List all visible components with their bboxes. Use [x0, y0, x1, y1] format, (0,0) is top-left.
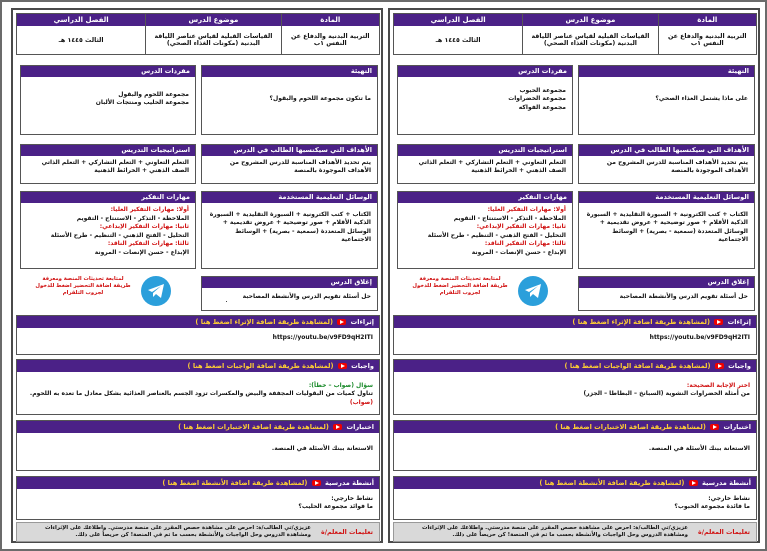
- homework-box: [393, 359, 757, 415]
- aids-text: الكتاب + كتب الكترونية + السبورة التقليدية + السبورة الذكية الأقلام + صور توضيحية + عروض تقديمية + الوسائل المتعددة (سمعية - بصرية) + الوسائط الاجتماعية: [209, 211, 371, 244]
- aids-heading: الوسائل التعليمية المستخدمة: [579, 192, 754, 203]
- thinking-text-2: التحليل - الفتح الذهني - التنظيم - طرح الأسئلة: [427, 231, 566, 239]
- telegram-icon[interactable]: [518, 276, 548, 306]
- lesson-plan-page-right: [388, 8, 760, 543]
- activity-label: أنشطة مدرسية: [324, 479, 374, 487]
- topic-label: موضوع الدرس: [146, 14, 280, 26]
- objectives-heading: الأهداف التي سيكتسبها الطالب في الدرس: [579, 145, 754, 156]
- thinking-heading: مهارات التفكير: [398, 192, 572, 203]
- closure-box: [578, 276, 755, 311]
- strategies-box: [397, 144, 573, 184]
- thinking-title-3: ثالثا: مهارات التفكير الناقد:: [107, 240, 189, 248]
- homework-heading: [394, 360, 756, 372]
- youtube-icon[interactable]: [710, 424, 719, 430]
- tests-label: اختبارات: [723, 423, 751, 431]
- intro-text: ما تتكون مجموعة اللحوم والبقول؟: [269, 95, 371, 102]
- subject-value: التربية البدنية والدفاع عن النفس ١ب: [667, 33, 747, 47]
- vocab-item: مجموعة الخضراوات: [508, 95, 566, 103]
- thinking-heading: مهارات التفكير: [21, 192, 195, 203]
- activity-label: أنشطة مدرسية: [701, 479, 751, 487]
- activity-heading: [17, 477, 379, 489]
- activity-text: ما فوائد مجموعة الحليب؟: [298, 503, 373, 511]
- vocab-box: [397, 65, 573, 135]
- activity-body: [17, 489, 379, 515]
- enrichment-heading: [17, 316, 379, 328]
- closure-heading: إغلاق الدرس: [202, 277, 377, 288]
- tests-box: [393, 420, 757, 471]
- intro-heading: التهيئة: [202, 66, 377, 77]
- topic-value: القياسات القبلية لقياس عناصر اللياقة البدنية (مكونات الغذاء الصحي): [154, 33, 273, 47]
- strategies-text: التعلم التعاوني + التعلم التشاركي + التعلم الذاتي الصف الذهني + الخرائط الذهنية: [41, 159, 189, 175]
- youtube-icon[interactable]: [689, 480, 698, 486]
- tests-heading: [394, 421, 756, 433]
- activity-title: نشاط خارجي:: [331, 495, 373, 502]
- closure-text: حل أسئلة تقويم الدرس والأنشطة المصاحبة: [619, 293, 748, 300]
- objectives-box: [578, 144, 755, 184]
- term-value: الثالث ١٤٤٥ هـ: [58, 36, 104, 44]
- thinking-text-1: الملاحظة - التذكر - الاستنتاج - التقويم: [76, 214, 189, 222]
- thinking-text-3: الإبداع - حسن الإنصات - المرونة: [94, 248, 189, 256]
- vocab-box: [20, 65, 196, 135]
- vocab-heading: مفردات الدرس: [398, 66, 572, 77]
- thinking-box: [20, 191, 196, 269]
- objectives-box: [201, 144, 378, 184]
- subject-label: المادة: [282, 14, 379, 26]
- homework-label: واجبات: [351, 362, 374, 370]
- term-column: [17, 14, 145, 54]
- enrichment-label: إثراءات: [727, 318, 751, 326]
- subject-label: المادة: [659, 14, 756, 26]
- activity-title: نشاط خارجي:: [708, 495, 750, 502]
- homework-label: واجبات: [728, 362, 751, 370]
- thinking-title-2: ثانيا: مهارات التفكير الإبداعي:: [99, 223, 189, 231]
- teacher-notes-label: تعليمات المعلم/ة: [321, 528, 373, 536]
- topic-column: [145, 14, 280, 54]
- intro-box: [201, 65, 378, 135]
- tests-text: الاستعانة ببنك الأسئلة في المنصة.: [271, 445, 373, 452]
- intro-text: على ماذا يشتمل الغذاء الصحي؟: [655, 95, 748, 102]
- thinking-title-3: ثالثا: مهارات التفكير الناقد:: [484, 240, 566, 248]
- activity-box: [16, 476, 380, 520]
- objectives-text: يتم تحديد الأهداف المناسبة للدرس المشروح من الأهداف الموجودة بالمنصة: [606, 159, 748, 175]
- vocab-heading: مفردات الدرس: [21, 66, 195, 77]
- youtube-icon[interactable]: [337, 319, 346, 325]
- intro-heading: التهيئة: [579, 66, 754, 77]
- enrichment-heading: [394, 316, 756, 328]
- homework-question: [400, 390, 750, 398]
- lesson-plan-page-left: [11, 8, 383, 543]
- topic-label: موضوع الدرس: [523, 14, 657, 26]
- teacher-notes-text: عزيزي/تي الطالب/ة: احرص على مشاهدة حصص المقرر على منصة مدرستي. واطلاعك على الإثراءات ومشاهدة الدروس وحل الواجبات والأنشطة بحسب ما تم في المنصة! كن حريصاً على ذلك.: [45, 525, 311, 538]
- youtube-icon[interactable]: [714, 319, 723, 325]
- subject-column: [658, 14, 756, 54]
- thinking-body: [21, 203, 195, 261]
- closure-heading: إغلاق الدرس: [579, 277, 754, 288]
- homework-question-text: من أمثلة الخضراوات النشوية (السبانخ – البطاطا – الجزر): [583, 390, 750, 398]
- stray-dot: [226, 301, 227, 302]
- homework-body: [394, 372, 756, 402]
- teacher-notes-label: تعليمات المعلم/ة: [698, 528, 750, 536]
- strategies-heading: استراتيجيات التدريس: [398, 145, 572, 156]
- thinking-body: [398, 203, 572, 261]
- strategies-box: [20, 144, 196, 184]
- telegram-icon[interactable]: [141, 276, 171, 306]
- homework-heading: [17, 360, 379, 372]
- header-table: [16, 13, 380, 55]
- tests-heading: [17, 421, 379, 433]
- tests-label: اختبارات: [346, 423, 374, 431]
- tests-link[interactable]: (لمشاهدة طريقة اضافة الاختبارات اضغط هنا ): [555, 423, 706, 431]
- enrichment-box: [16, 315, 380, 355]
- activity-text: ما فائدة مجموعة الحبوب؟: [674, 503, 750, 511]
- header-table: [393, 13, 757, 55]
- term-column: [394, 14, 522, 54]
- thinking-title-1: أولا: مهارات التفكير العليا:: [110, 206, 189, 213]
- topic-column: [522, 14, 657, 54]
- tests-link[interactable]: (لمشاهدة طريقة اضافة الاختبارات اضغط هنا ): [178, 423, 329, 431]
- teacher-notes: [393, 522, 757, 542]
- enrichment-link[interactable]: (لمشاهدة طريقة اضافة الإثراء اضغط هنا ): [572, 318, 711, 326]
- objectives-heading: الأهداف التي سيكتسبها الطالب في الدرس: [202, 145, 377, 156]
- homework-box: [16, 359, 380, 415]
- activity-link[interactable]: (لمشاهدة طريقة اضافة الأنشطة اضغط هنا ): [162, 479, 308, 487]
- homework-answer: (صواب): [349, 398, 373, 406]
- tests-box: [16, 420, 380, 471]
- activity-link[interactable]: (لمشاهدة طريقة اضافة الأنشطة اضغط هنا ): [539, 479, 685, 487]
- enrichment-link[interactable]: (لمشاهدة طريقة اضافة الإثراء اضغط هنا ): [195, 318, 334, 326]
- term-value: الثالث ١٤٤٥ هـ: [435, 36, 481, 44]
- term-label: الفصل الدراسي: [17, 14, 145, 26]
- enrichment-url[interactable]: https://youtu.be/v9FD9qH2ITI: [649, 334, 750, 341]
- youtube-icon[interactable]: [715, 363, 724, 369]
- homework-question-label: سؤال (صواب – خطأ):: [308, 382, 373, 389]
- subject-value: التربية البدنية والدفاع عن النفس ١ب: [290, 33, 370, 47]
- closure-box: [201, 276, 378, 311]
- youtube-icon[interactable]: [312, 480, 321, 486]
- thinking-text-3: الإبداع - حسن الإنصات - المرونة: [471, 248, 566, 256]
- vocab-item: مجموعة الحليب ومنتجات الألبان: [95, 99, 189, 107]
- term-label: الفصل الدراسي: [394, 14, 522, 26]
- aids-text: الكتاب + كتب الكترونية + السبورة التقليدية + السبورة الذكية الأقلام + صور توضيحية + عروض تقديمية + الوسائل المتعددة (سمعية - بصرية) + الوسائط الاجتماعية: [586, 211, 748, 244]
- closure-text: حل أسئلة تقويم الدرس والأنشطة المصاحبة: [242, 293, 371, 300]
- vocab-list: [21, 77, 195, 111]
- thinking-title-2: ثانيا: مهارات التفكير الإبداعي:: [476, 223, 566, 231]
- activity-box: [393, 476, 757, 520]
- thinking-box: [397, 191, 573, 269]
- youtube-icon[interactable]: [338, 363, 347, 369]
- homework-question-text: تناول كميات من البقوليات المجففة والبيض والمكسرات تزود الجسم بالعناصر الغذائية بشكل معادل ما تعده به اللحوم.: [29, 390, 373, 398]
- aids-box: [578, 191, 755, 269]
- teacher-notes-text: عزيزي/تي الطالب/ة: احرص على مشاهدة حصص المقرر على منصة مدرستي. واطلاعك على الإثراءات ومشاهدة الدروس وحل الواجبات والأنشطة بحسب ما تم في المنصة! كن حريصاً على ذلك.: [422, 525, 688, 538]
- strategies-heading: استراتيجيات التدريس: [21, 145, 195, 156]
- homework-link[interactable]: (لمشاهدة طريقة اضافة الواجبات اضغط هنا ): [187, 362, 334, 370]
- topic-value: القياسات القبلية لقياس عناصر اللياقة البدنية (مكونات الغذاء الصحي): [531, 33, 650, 47]
- aids-box: [201, 191, 378, 269]
- enrichment-label: إثراءات: [350, 318, 374, 326]
- vocab-list: [398, 77, 572, 115]
- activity-heading: [394, 477, 756, 489]
- objectives-text: يتم تحديد الأهداف المناسبة للدرس المشروح من الأهداف الموجودة بالمنصة: [229, 159, 371, 175]
- youtube-icon[interactable]: [333, 424, 342, 430]
- vocab-item: مجموعة الفواكه: [518, 103, 566, 111]
- vocab-item: مجموعة اللحوم والبقول: [118, 91, 189, 98]
- enrichment-url[interactable]: https://youtu.be/v9FD9qH2ITI: [272, 334, 373, 341]
- tests-text: الاستعانة ببنك الأسئلة في المنصة.: [648, 445, 750, 452]
- homework-question: [23, 390, 373, 407]
- thinking-title-1: أولا: مهارات التفكير العليا:: [487, 206, 566, 213]
- telegram-text[interactable]: لمتابعة تحديثات المنصة ومعرفة طريقة اضافة التحضير اضغط للدخول لجروب التلقرام: [35, 276, 131, 296]
- telegram-text[interactable]: لمتابعة تحديثات المنصة ومعرفة طريقة اضافة التحضير اضغط للدخول لجروب التلقرام: [412, 276, 508, 296]
- teacher-notes: [16, 522, 380, 542]
- homework-link[interactable]: (لمشاهدة طريقة اضافة الواجبات اضغط هنا ): [564, 362, 711, 370]
- intro-box: [578, 65, 755, 135]
- strategies-text: التعلم التعاوني + التعلم التشاركي + التعلم الذاتي الصف الذهني + الخرائط الذهنية: [418, 159, 566, 175]
- aids-heading: الوسائل التعليمية المستخدمة: [202, 192, 377, 203]
- vocab-item: مجموعة الحبوب: [519, 87, 566, 94]
- subject-column: [281, 14, 379, 54]
- homework-body: [17, 372, 379, 410]
- enrichment-box: [393, 315, 757, 355]
- thinking-text-1: الملاحظة - التذكر - الاستنتاج - التقويم: [453, 214, 566, 222]
- homework-question-label: اختر الإجابة الصحيحة:: [686, 382, 750, 389]
- thinking-text-2: التحليل - الفتح الذهني - التنظيم - طرح الأسئلة: [50, 231, 189, 239]
- activity-body: [394, 489, 756, 515]
